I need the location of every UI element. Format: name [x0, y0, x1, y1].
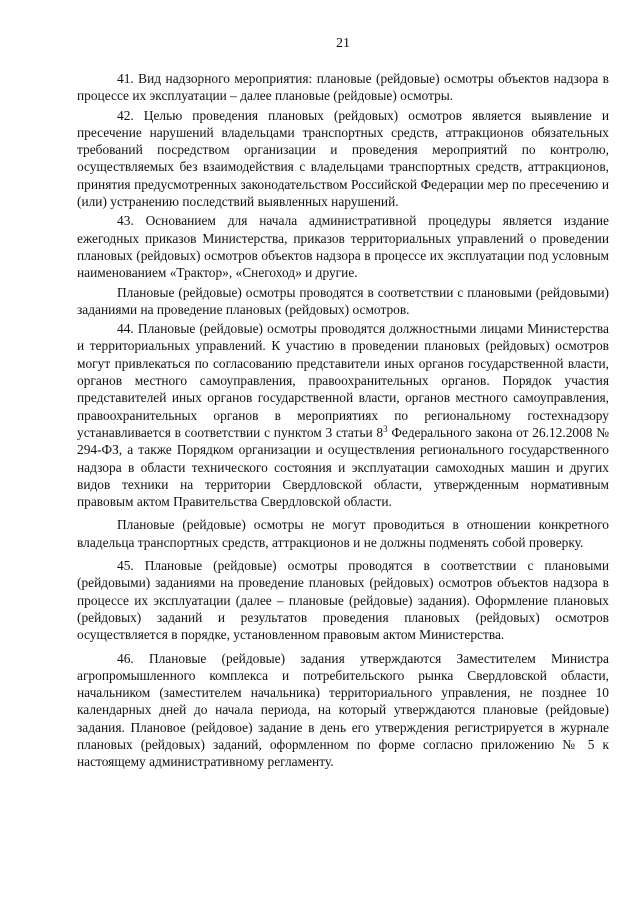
paragraph-43-continuation: Плановые (рейдовые) осмотры проводятся в соответствии с плановыми (рейдовыми) заданиями на проведение плановых (рейдовых) осмотров. [77, 284, 609, 317]
paragraph-43: 43. Основанием для начала административной процедуры является издание ежегодных приказов Министерства, приказов территориальных управлений о проведении плановых (рейдовых) осмотров объектов надзора в процессе их эксплуатации под условным наименованием «Трактор», «Снегоход» и другие. [77, 213, 609, 281]
paragraph-44 [77, 320, 609, 510]
page-number: 21 [336, 36, 350, 51]
paragraph-44-text-start: 44. Плановые (рейдовые) осмотры проводятся должностными лицами Министерства и территориальных управлений. К участию в проведении плановых (рейдовых) осмотров могут привлекаться по согласованию представители иных органов государственной власти, органов местного самоуправления, правоохранительных органов. Порядок участия представителей иных органов государственной власти, органов местного самоуправления, правоохранительных органов в мероприятиях по региональному гостехнадзору устанавливается в соответствии с пунктом 3 статьи 8 [77, 321, 609, 440]
paragraph-41: 41. Вид надзорного мероприятия: плановые (рейдовые) осмотры объектов надзора в процессе их эксплуатации – далее плановые (рейдовые) осмотры. [77, 71, 609, 104]
paragraph-45: 45. Плановые (рейдовые) осмотры проводятся в соответствии с плановыми (рейдовыми) заданиями на проведение плановых (рейдовых) осмотров объектов надзора в процессе их эксплуатации (далее – плановые (рейдовые) задания). Оформление плановых (рейдовых) заданий и результатов проведения плановых (рейдовых) осмотров осуществляется в порядке, установленном правовым актом Министерства. [77, 558, 609, 643]
document-body [77, 70, 609, 771]
paragraph-46: 46. Плановые (рейдовые) задания утверждаются Заместителем Министра агропромышленного комплекса и потребительского рынка Свердловской области, начальником (заместителем начальника) территориального управления, не позднее 10 календарных дней до начала периода, на который утверждаются плановые (рейдовые) задания. Плановое (рейдовое) задание в день его утверждения регистрируется в журнале плановых (рейдовых) заданий, оформленном по форме согласно приложению № 5 к настоящему административному регламенту. [77, 650, 609, 770]
paragraph-42: 42. Целью проведения плановых (рейдовых) осмотров является выявление и пресечение нарушений владельцами транспортных средств, аттракционов обязательных требований посредством организации и проведения мероприятий по контролю, осуществляемых без взаимодействия с владельцами транспортных средств, аттракционов, принятия предусмотренных законодательством Российской Федерации мер по пресечению и (или) устранению последствий выявленных нарушений. [77, 107, 609, 210]
paragraph-44-continuation: Плановые (рейдовые) осмотры не могут проводиться в отношении конкретного владельца транспортных средств, аттракционов и не должны подменять собой проверку. [77, 517, 609, 550]
article-superscript: 3 [383, 423, 388, 434]
paragraph-44-text-end: Федерального закона от 26.12.2008 № 294-ФЗ, а также Порядком организации и осуществления регионального государственного надзора в области технического состояния и эксплуатации самоходных машин и других видов техники на территории Свердловской области, утвержденным нормативным правовым актом Правительства Свердловской области. [77, 424, 610, 510]
